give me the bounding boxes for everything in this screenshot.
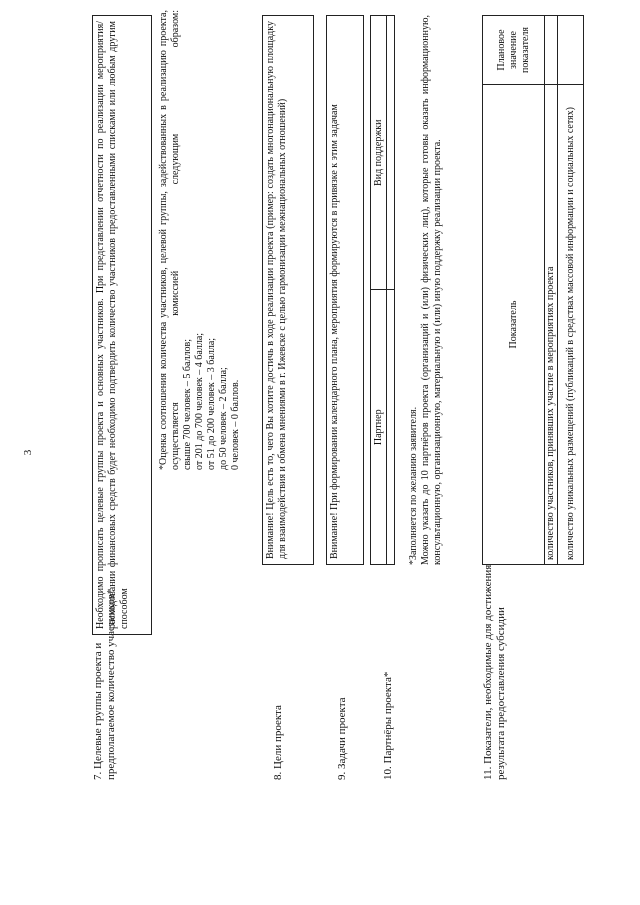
page-number: 3 (22, 449, 34, 456)
indicators-header-value: Плановое значение показателя (483, 16, 545, 85)
partners-cell[interactable] (387, 16, 395, 291)
scoring-line: свыше 700 человек – 5 баллов; (182, 338, 193, 470)
row-10-label: 10. Партнёры проекта* (382, 671, 394, 780)
indicator-row-name: количество уникальных размещений (публикаций в средствах массовой информации и социальных сетях) (558, 85, 584, 565)
indicator-row-name: количество участников, принявших участие в мероприятиях проекта (545, 85, 558, 565)
row-7-note-box (92, 15, 152, 635)
scoring-line: от 201 до 700 человек – 4 балла; (194, 332, 205, 470)
partners-header-support: Вид поддержки (371, 16, 387, 291)
row-8-note-text: Внимание! Цель есть то, чего Вы хотите достичь в ходе реализации проекта (пример: создать многонациональную площадку для взаимодействия и обмена мнениями в г. Ижевске с целью гармонизации межнациональных отношений) (265, 21, 288, 559)
scoring-line: до 50 человек – 2 балла; (218, 367, 229, 470)
row-8-note-box (262, 15, 314, 565)
footnote-optional: *Заполняется по желанию заявителя. (408, 406, 419, 565)
row-7-scoring (152, 5, 242, 475)
scoring-intro: *Оценка соотношения количества участников, целевой группы, задействованных в реализацию проекта, осуществляется комиссией следующим образом: (158, 10, 181, 470)
row-10-footnote (408, 15, 444, 565)
row-9-note-box (326, 15, 364, 565)
row-11-label: 11. Показатели, необходимые для достижения результата предоставления субсидии (482, 564, 507, 780)
row-9-note-text: Внимание! При формировании календарного плана, мероприятия формируются в привязке к этим задачам (329, 104, 340, 559)
partners-table (370, 15, 395, 565)
footnote-partners-info: Можно указать до 10 партнёров проекта (организаций и (или) физических лиц), которые готовы оказать информационную, консультационную, организационную, материальную и (или) иную поддержку реализации проекта. (420, 15, 443, 565)
indicators-table (482, 15, 584, 565)
partners-header-partner: Партнер (371, 290, 387, 565)
scoring-line: 0 человек – 0 баллов. (230, 379, 241, 470)
indicator-row-value[interactable] (558, 16, 584, 85)
row-8-label: 8. Цели проекта (272, 705, 284, 780)
indicator-row-value[interactable] (545, 16, 558, 85)
scoring-line: от 51 до 200 человек – 3 балла; (206, 337, 217, 470)
row-7-note-text: Необходимо прописать целевые группы проекта и основных участников. При представлении отчетности по реализации мероприятия/расходовании финансовых средств будет необходимо подтвердить количество участников предоставленными списками или любым другим способом (95, 21, 130, 629)
row-7-label: 7. Целевые группы проекта и предполагаемое количество участников* (92, 588, 117, 780)
indicators-header-name: Показатель (483, 85, 545, 565)
row-9-label: 9. Задачи проекта (336, 697, 348, 780)
partners-cell[interactable] (387, 290, 395, 565)
